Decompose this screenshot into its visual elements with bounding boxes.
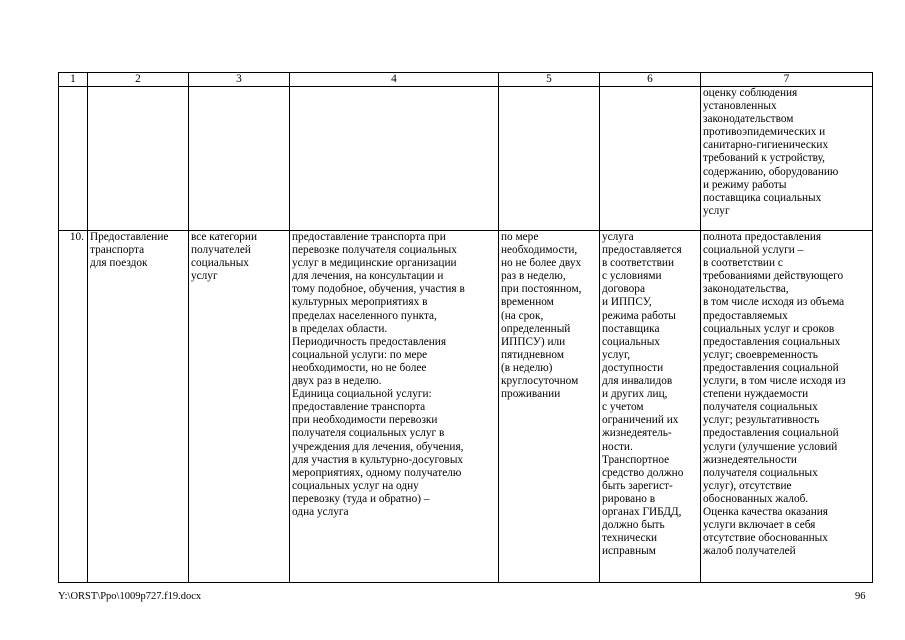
text-line: средство должно	[602, 466, 684, 479]
text-line: с учетом	[602, 401, 644, 414]
text-line: услуг; результативность	[703, 414, 820, 427]
continuation-cell-4	[290, 87, 499, 231]
text-line: ности.	[602, 440, 633, 453]
quality-indicators-cell	[701, 231, 873, 583]
text-line: степени нуждаемости	[703, 388, 809, 401]
text-line: для инвалидов	[602, 375, 673, 388]
text-line: тому подобное, обучения, участия в	[292, 283, 465, 296]
text-line: жизнедеятель-	[602, 427, 672, 440]
text-line: жалоб получателей	[703, 545, 796, 558]
text-line: должно быть	[602, 519, 665, 532]
text-line: законодательством	[703, 113, 794, 126]
text-line: круглосуточном	[501, 375, 579, 388]
continuation-cell-7	[701, 87, 873, 231]
text-line: мероприятиях, одному получателю	[292, 466, 462, 479]
text-line: Оценка качества оказания	[703, 505, 828, 518]
text-line: социальных услуг и сроков	[703, 322, 835, 335]
text-line: услуг,	[602, 348, 631, 361]
text-line: одна услуга	[292, 505, 349, 518]
text-line: установленных	[703, 100, 777, 113]
text-line: двух раз в неделю.	[292, 375, 382, 388]
text-line: Транспортное	[602, 453, 670, 466]
text-line: временном	[501, 296, 554, 309]
continuation-cell-3	[189, 87, 290, 231]
text-line: технически	[602, 532, 658, 545]
header-row	[59, 73, 873, 87]
text-line: предоставляемых	[703, 309, 788, 322]
text-line: оценку соблюдения	[703, 87, 798, 99]
text-line: услуг в медицинские организации	[292, 257, 457, 270]
continuation-cell-6	[600, 87, 701, 231]
text-line: и ИППСУ,	[602, 296, 652, 309]
text-line: предоставления социальной	[703, 361, 839, 374]
text-line: но не более двух	[501, 257, 582, 270]
text-line: при необходимости перевозки	[292, 414, 438, 427]
text-line: услуг), отсутствие	[703, 479, 792, 492]
text-line: необходимости,	[501, 244, 578, 257]
service-timing-cell	[499, 231, 600, 583]
text-line: услуга	[602, 231, 634, 243]
text-line: услуг; своевременность	[703, 348, 818, 361]
text-line: содержанию, оборудованию	[703, 165, 839, 178]
text-line: социальных услуг на одну	[292, 479, 419, 492]
text-line: доступности	[602, 361, 664, 374]
header-cell-4: 4	[290, 73, 499, 87]
text-line: обоснованных жалоб.	[703, 492, 809, 505]
text-line: услуг	[703, 204, 730, 217]
text-line: культурных мероприятиях в	[292, 296, 428, 309]
text-line: определенный	[501, 322, 571, 335]
text-line: рировано в	[602, 492, 656, 505]
text-line: быть зарегист-	[602, 479, 673, 492]
header-cell-1: 1	[59, 73, 88, 87]
continuation-cell-2	[88, 87, 189, 231]
header-cell-3: 3	[189, 73, 290, 87]
text-line: в пределах области.	[292, 322, 388, 335]
text-line: законодательства,	[703, 283, 789, 296]
text-line: требованиями действующего	[703, 270, 844, 283]
header-cell-5: 5	[499, 73, 600, 87]
text-line: социальной услуги –	[703, 244, 804, 257]
text-line: социальной услуги: по мере	[292, 348, 428, 361]
service-description-cell	[290, 231, 499, 583]
text-line: Единица социальной услуги:	[292, 388, 432, 401]
service-name-cell	[88, 231, 189, 583]
text-line: санитарно-гигиенических	[703, 139, 829, 152]
text-line: для поездок	[90, 257, 148, 270]
text-line: ограничений их	[602, 414, 679, 427]
text-line: получателя социальных услуг в	[292, 427, 445, 440]
text-line: услуг	[191, 270, 218, 283]
text-line: режима работы	[602, 309, 676, 322]
text-line: поставщика	[602, 322, 660, 335]
text-line: поставщика социальных	[703, 191, 822, 204]
services-table	[58, 72, 873, 583]
text-line: по мере	[501, 231, 539, 243]
text-line: требований к устройству,	[703, 152, 825, 165]
text-line: с условиями	[602, 270, 662, 283]
text-line: услуги включает в себя	[703, 519, 816, 532]
text-line: транспорта	[90, 244, 145, 257]
text-line: перевозке получателя социальных	[292, 244, 457, 257]
text-line: предоставляется	[602, 244, 682, 257]
text-line: Периодичность предоставления	[292, 335, 447, 348]
continuation-cell-5	[499, 87, 600, 231]
text-line: в соответствии	[602, 257, 674, 270]
text-line: полнота предоставления	[703, 231, 822, 243]
text-line: предоставления социальной	[703, 427, 839, 440]
text-line: при постоянном,	[501, 283, 582, 296]
header-cell-2: 2	[88, 73, 189, 87]
row-number: 10.	[59, 231, 88, 583]
text-line: предоставление транспорта	[292, 401, 426, 414]
text-line: получателя социальных	[703, 401, 818, 414]
text-line: (на срок,	[501, 309, 544, 322]
text-line: услуги (улучшение условий	[703, 440, 838, 453]
text-line: социальных	[191, 257, 249, 270]
continuation-row	[59, 87, 873, 231]
header-cell-6: 6	[600, 73, 701, 87]
table-row-10	[59, 231, 873, 583]
text-line: жизнедеятельности	[703, 453, 797, 466]
text-line: пятидневном	[501, 348, 564, 361]
text-line: договора	[602, 283, 645, 296]
text-line: получателей	[191, 244, 251, 257]
text-line: и режиму работы	[703, 178, 787, 191]
text-line: отсутствие обоснованных	[703, 532, 828, 545]
header-cell-7: 7	[701, 73, 873, 87]
text-line: для лечения, на консультации и	[292, 270, 444, 283]
text-line: учреждения для лечения, обучения,	[292, 440, 464, 453]
text-line: (в неделю)	[501, 361, 553, 374]
text-line: проживании	[501, 388, 561, 401]
text-line: получателя социальных	[703, 466, 818, 479]
text-line: Предоставление	[90, 231, 169, 243]
text-line: необходимости, но не более	[292, 361, 427, 374]
page-number: 96	[855, 591, 866, 602]
text-line: предоставления социальных	[703, 335, 841, 348]
text-line: в том числе исходя из объема	[703, 296, 845, 309]
recipient-category-cell	[189, 231, 290, 583]
text-line: социальных	[602, 335, 660, 348]
text-line: для участия в культурно-досуговых	[292, 453, 464, 466]
continuation-cell-1	[59, 87, 88, 231]
service-conditions-cell	[600, 231, 701, 583]
text-line: органах ГИБДД,	[602, 505, 682, 518]
footer-file-path: Y:\ORST\Ppo\1009p727.f19.docx	[58, 591, 202, 602]
text-line: предоставление транспорта при	[292, 231, 446, 243]
text-line: перевозку (туда и обратно) –	[292, 492, 430, 505]
text-line: противоэпидемических и	[703, 126, 826, 139]
text-line: исправным	[602, 545, 656, 558]
text-line: раз в неделю,	[501, 270, 566, 283]
text-line: ИППСУ) или	[501, 335, 566, 348]
text-line: все категории	[191, 231, 257, 243]
text-line: в соответствии с	[703, 257, 783, 270]
text-line: услуги, в том числе исходя из	[703, 375, 846, 388]
text-line: пределах населенного пункта,	[292, 309, 437, 322]
text-line: и других лиц,	[602, 388, 668, 401]
